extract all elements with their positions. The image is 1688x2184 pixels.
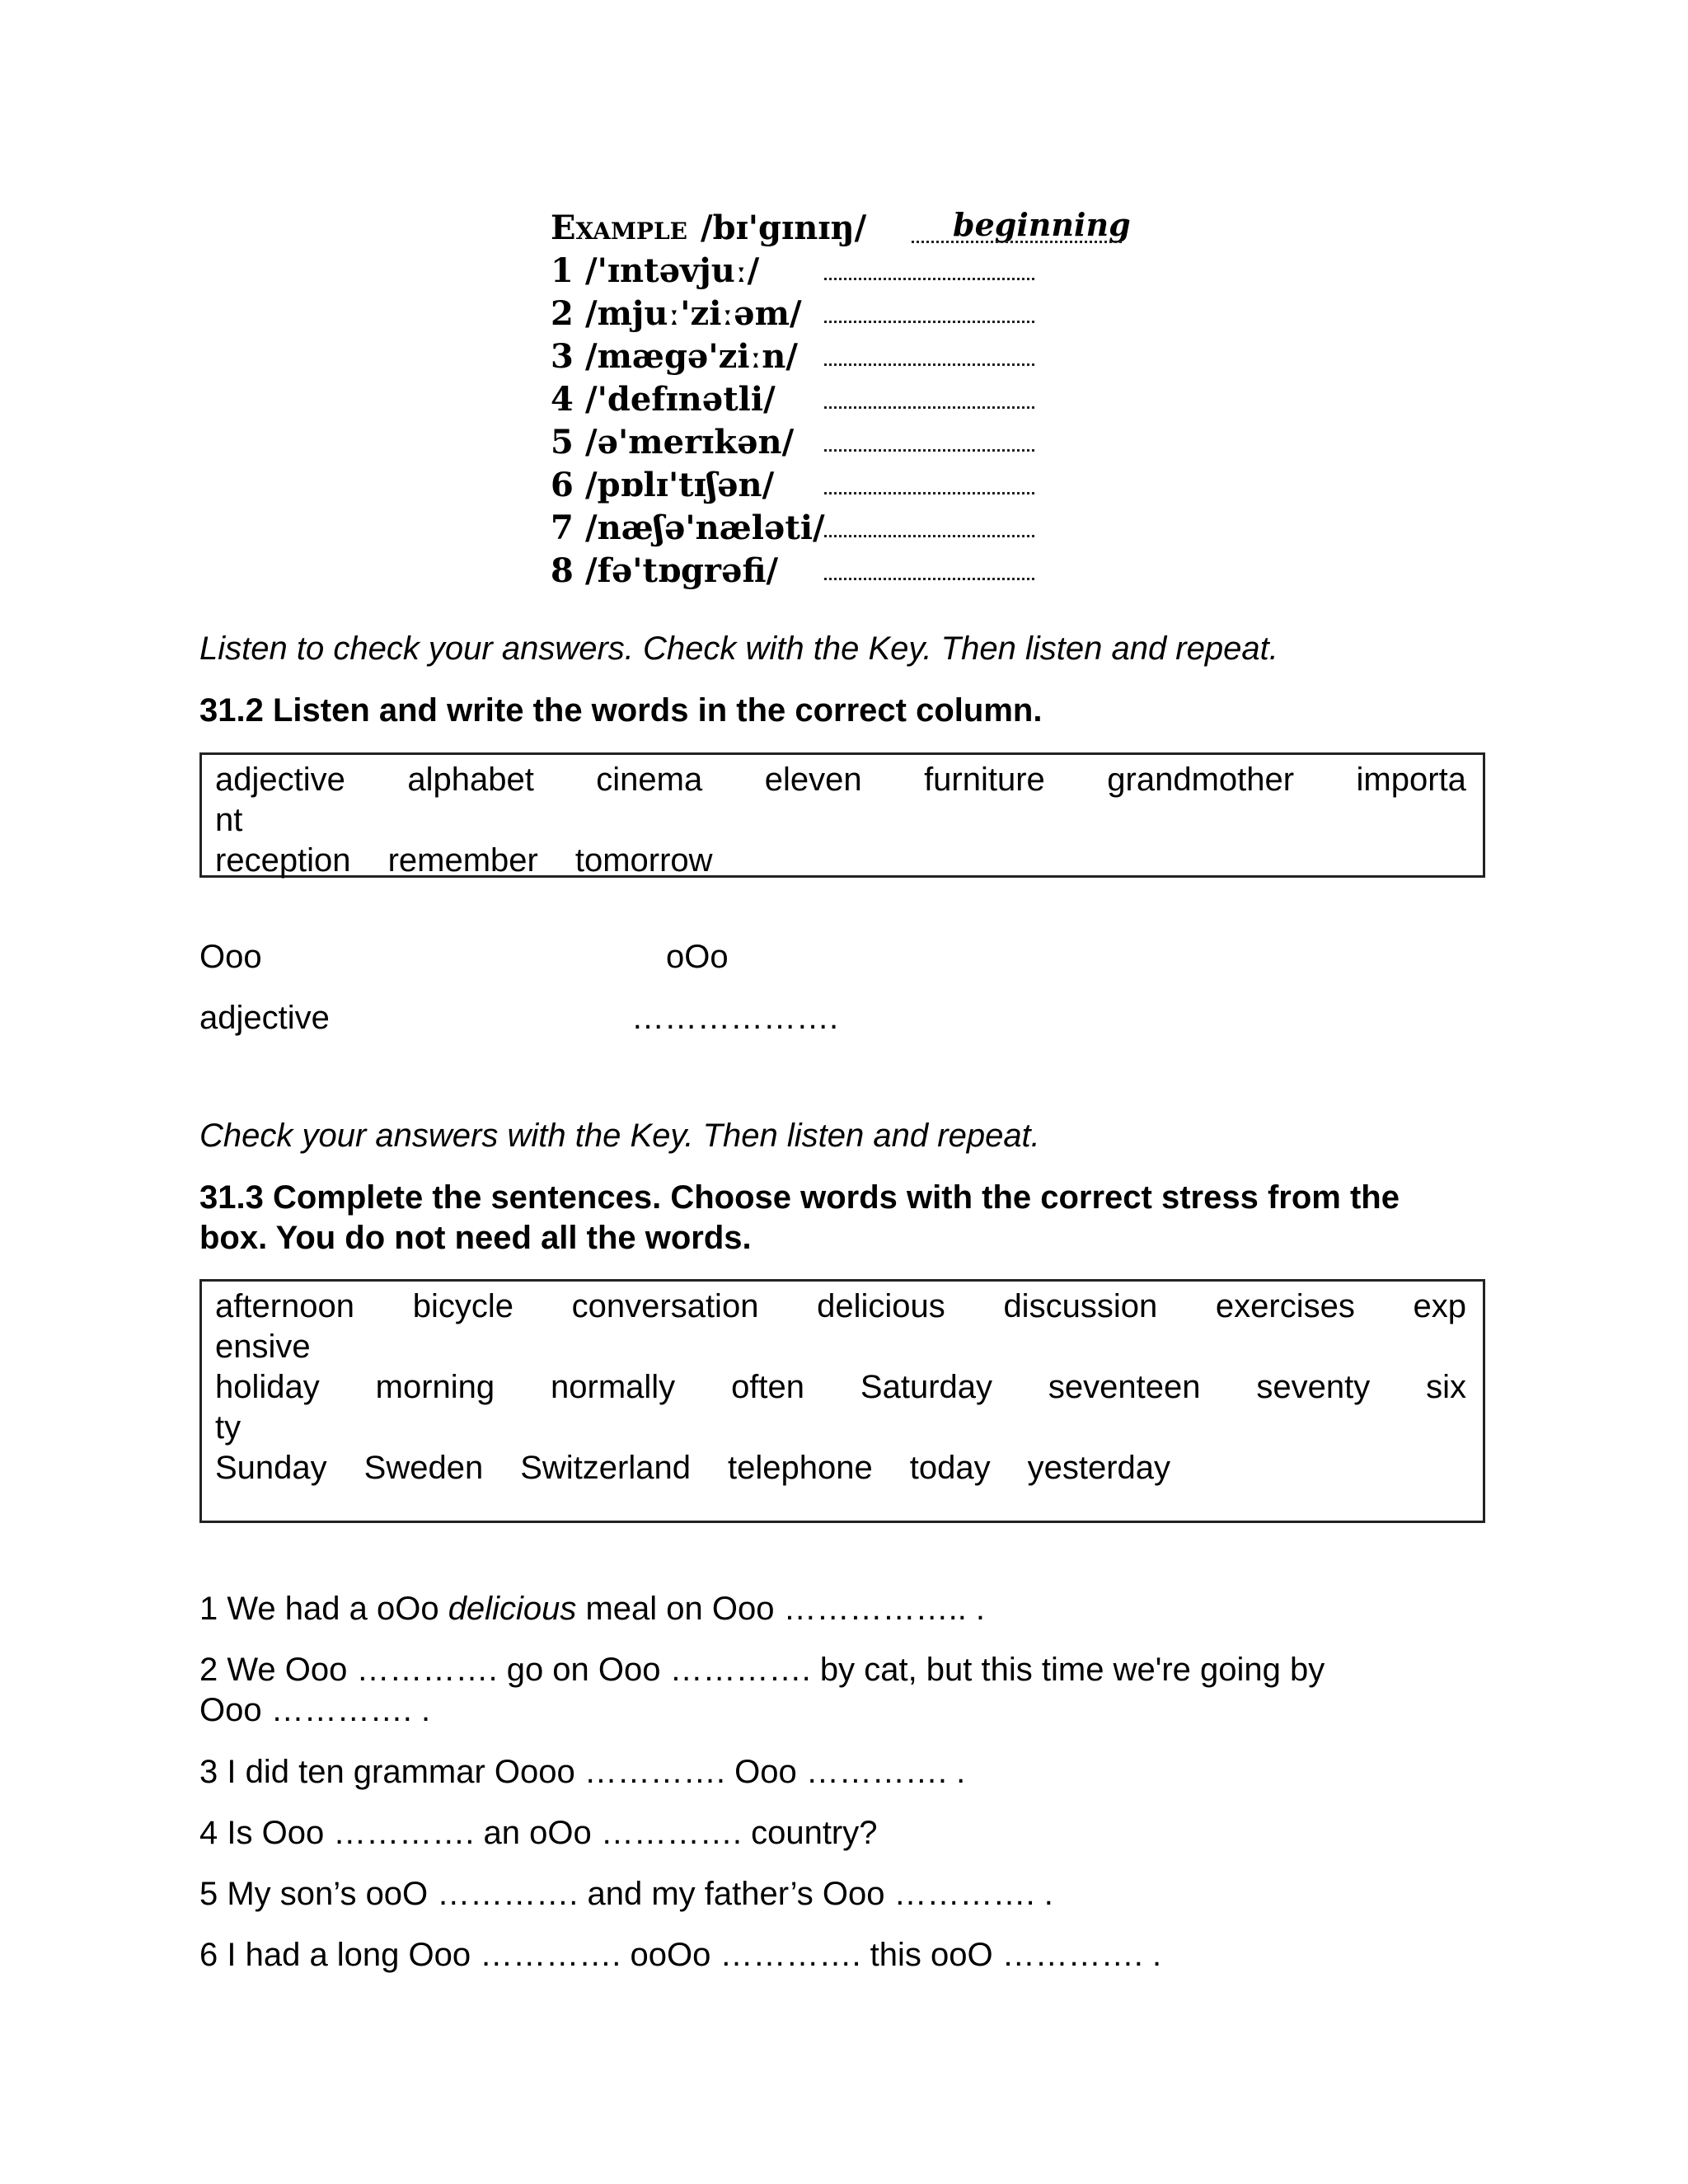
word: importa xyxy=(1356,762,1466,798)
item-number: 5 xyxy=(551,422,574,462)
sentence-5: 5 My son’s ooO …………. and my father’s Ooo …………. . xyxy=(199,1876,1053,1912)
word: remember xyxy=(387,842,538,879)
word: furniture xyxy=(924,762,1045,798)
item-ipa: /næʃə'næləti/ xyxy=(585,508,825,547)
word-fragment: nt xyxy=(215,802,243,838)
word: normally xyxy=(551,1369,676,1405)
word: yesterday xyxy=(1027,1450,1171,1486)
word: seventeen xyxy=(1048,1369,1201,1405)
heading-31-2: 31.2 Listen and write the words in the correct column. xyxy=(199,692,1043,729)
item-ipa: /ə'merɪkən/ xyxy=(585,422,795,462)
phonetic-item xyxy=(551,377,1144,420)
word: seventy xyxy=(1256,1369,1371,1405)
answer-blank[interactable] xyxy=(824,492,1034,494)
item-number: 2 xyxy=(551,293,574,333)
word: morning xyxy=(375,1369,495,1405)
answer-blank[interactable] xyxy=(824,406,1034,409)
item-ipa: /fə'tɒgrəfi/ xyxy=(585,551,779,590)
item-ipa: /'defɪnətli/ xyxy=(585,379,776,419)
word: tomorrow xyxy=(574,842,713,879)
word: often xyxy=(731,1369,805,1405)
answer-line xyxy=(912,241,1122,243)
sentence-1-end: meal on Ooo …………….. . xyxy=(576,1591,986,1627)
phonetic-exercise xyxy=(551,206,1144,592)
word-fragment: ty xyxy=(215,1409,241,1446)
word: today xyxy=(909,1450,991,1486)
phonetic-item xyxy=(551,335,1144,377)
word-box-31-3 xyxy=(199,1279,1485,1523)
word: Sunday xyxy=(215,1450,327,1486)
phonetic-item xyxy=(551,463,1144,506)
answer-blank[interactable] xyxy=(824,278,1034,280)
word: grandmother xyxy=(1107,762,1295,798)
item-number: 1 xyxy=(551,251,574,290)
sentence-4: 4 Is Ooo …………. an oOo …………. country? xyxy=(199,1815,878,1851)
instruction-31-1: Listen to check your answers. Check with the Key. Then listen and repeat. xyxy=(199,630,1278,667)
word: exercises xyxy=(1215,1288,1355,1324)
answer-blank[interactable] xyxy=(824,363,1034,366)
sentence-3: 3 I did ten grammar Oooo …………. Ooo …………. . xyxy=(199,1754,966,1790)
item-number: 4 xyxy=(551,379,574,419)
word-box-line xyxy=(215,760,1466,800)
item-ipa: /pɒlɪ'tɪʃən/ xyxy=(585,465,775,504)
item-number: 6 xyxy=(551,465,574,504)
column-header-ooo-stress2: oOo xyxy=(666,939,729,975)
item-ipa: /mægə'ziːn/ xyxy=(585,336,798,376)
heading-31-3-line2: box. You do not need all the words. xyxy=(199,1220,752,1256)
word: afternoon xyxy=(215,1288,355,1324)
example-answer-field xyxy=(912,206,1131,249)
answer-blank[interactable] xyxy=(824,321,1034,323)
phonetic-item xyxy=(551,420,1144,463)
answer-blank[interactable] xyxy=(824,449,1034,452)
word-box-line xyxy=(215,1367,1466,1408)
word-box-line xyxy=(215,841,713,881)
word: six xyxy=(1426,1369,1466,1405)
answer-blank[interactable] xyxy=(824,578,1034,580)
example-row xyxy=(551,206,1144,249)
word: telephone xyxy=(728,1450,873,1486)
word-box-line xyxy=(215,1448,1170,1488)
sentence-6: 6 I had a long Ooo …………. ooOo …………. this ooO …………. . xyxy=(199,1937,1162,1973)
word: holiday xyxy=(215,1369,320,1405)
answer-blank[interactable] xyxy=(824,535,1034,537)
sentence-2-line2: Ooo …………. . xyxy=(199,1692,431,1728)
word: discussion xyxy=(1003,1288,1158,1324)
sentence-2-line1: 2 We Ooo …………. go on Ooo …………. by cat, but this time we're going by xyxy=(199,1652,1325,1688)
column-example: adjective xyxy=(199,1000,330,1036)
column-header-ooo: Ooo xyxy=(199,939,262,975)
column-blank[interactable]: ………………. xyxy=(631,1000,839,1036)
heading-31-3-line1: 31.3 Complete the sentences. Choose words with the correct stress from the xyxy=(199,1179,1400,1216)
word-box-line xyxy=(215,1286,1466,1327)
word-fragment: ensive xyxy=(215,1329,311,1365)
word: conversation xyxy=(571,1288,759,1324)
phonetic-item xyxy=(551,549,1144,592)
word: cinema xyxy=(596,762,703,798)
example-answer: beginning xyxy=(953,206,1131,243)
word: reception xyxy=(215,842,351,879)
word: alphabet xyxy=(407,762,534,798)
example-ipa: /bɪ'gɪnɪŋ/ xyxy=(701,208,867,247)
phonetic-item xyxy=(551,249,1144,292)
word: bicycle xyxy=(412,1288,513,1324)
word: exp xyxy=(1413,1288,1466,1324)
word: Switzerland xyxy=(520,1450,691,1486)
word: eleven xyxy=(764,762,862,798)
example-label: Example xyxy=(551,208,688,247)
sentence-1-start: 1 We had a oOo xyxy=(199,1591,448,1627)
word: adjective xyxy=(215,762,345,798)
item-number: 7 xyxy=(551,508,574,547)
sentence-1 xyxy=(199,1589,985,1629)
sentence-1-example: delicious xyxy=(448,1591,577,1627)
item-ipa: /'ɪntəvjuː/ xyxy=(585,251,760,290)
word: Sweden xyxy=(363,1450,484,1486)
item-number: 3 xyxy=(551,336,574,376)
phonetic-item xyxy=(551,292,1144,335)
word: Saturday xyxy=(860,1369,993,1405)
item-number: 8 xyxy=(551,551,574,590)
word: delicious xyxy=(817,1288,945,1324)
word-box-31-2 xyxy=(199,752,1485,878)
phonetic-item xyxy=(551,506,1144,549)
item-ipa: /mjuː'ziːəm/ xyxy=(585,293,802,333)
instruction-31-2: Check your answers with the Key. Then listen and repeat. xyxy=(199,1118,1040,1154)
